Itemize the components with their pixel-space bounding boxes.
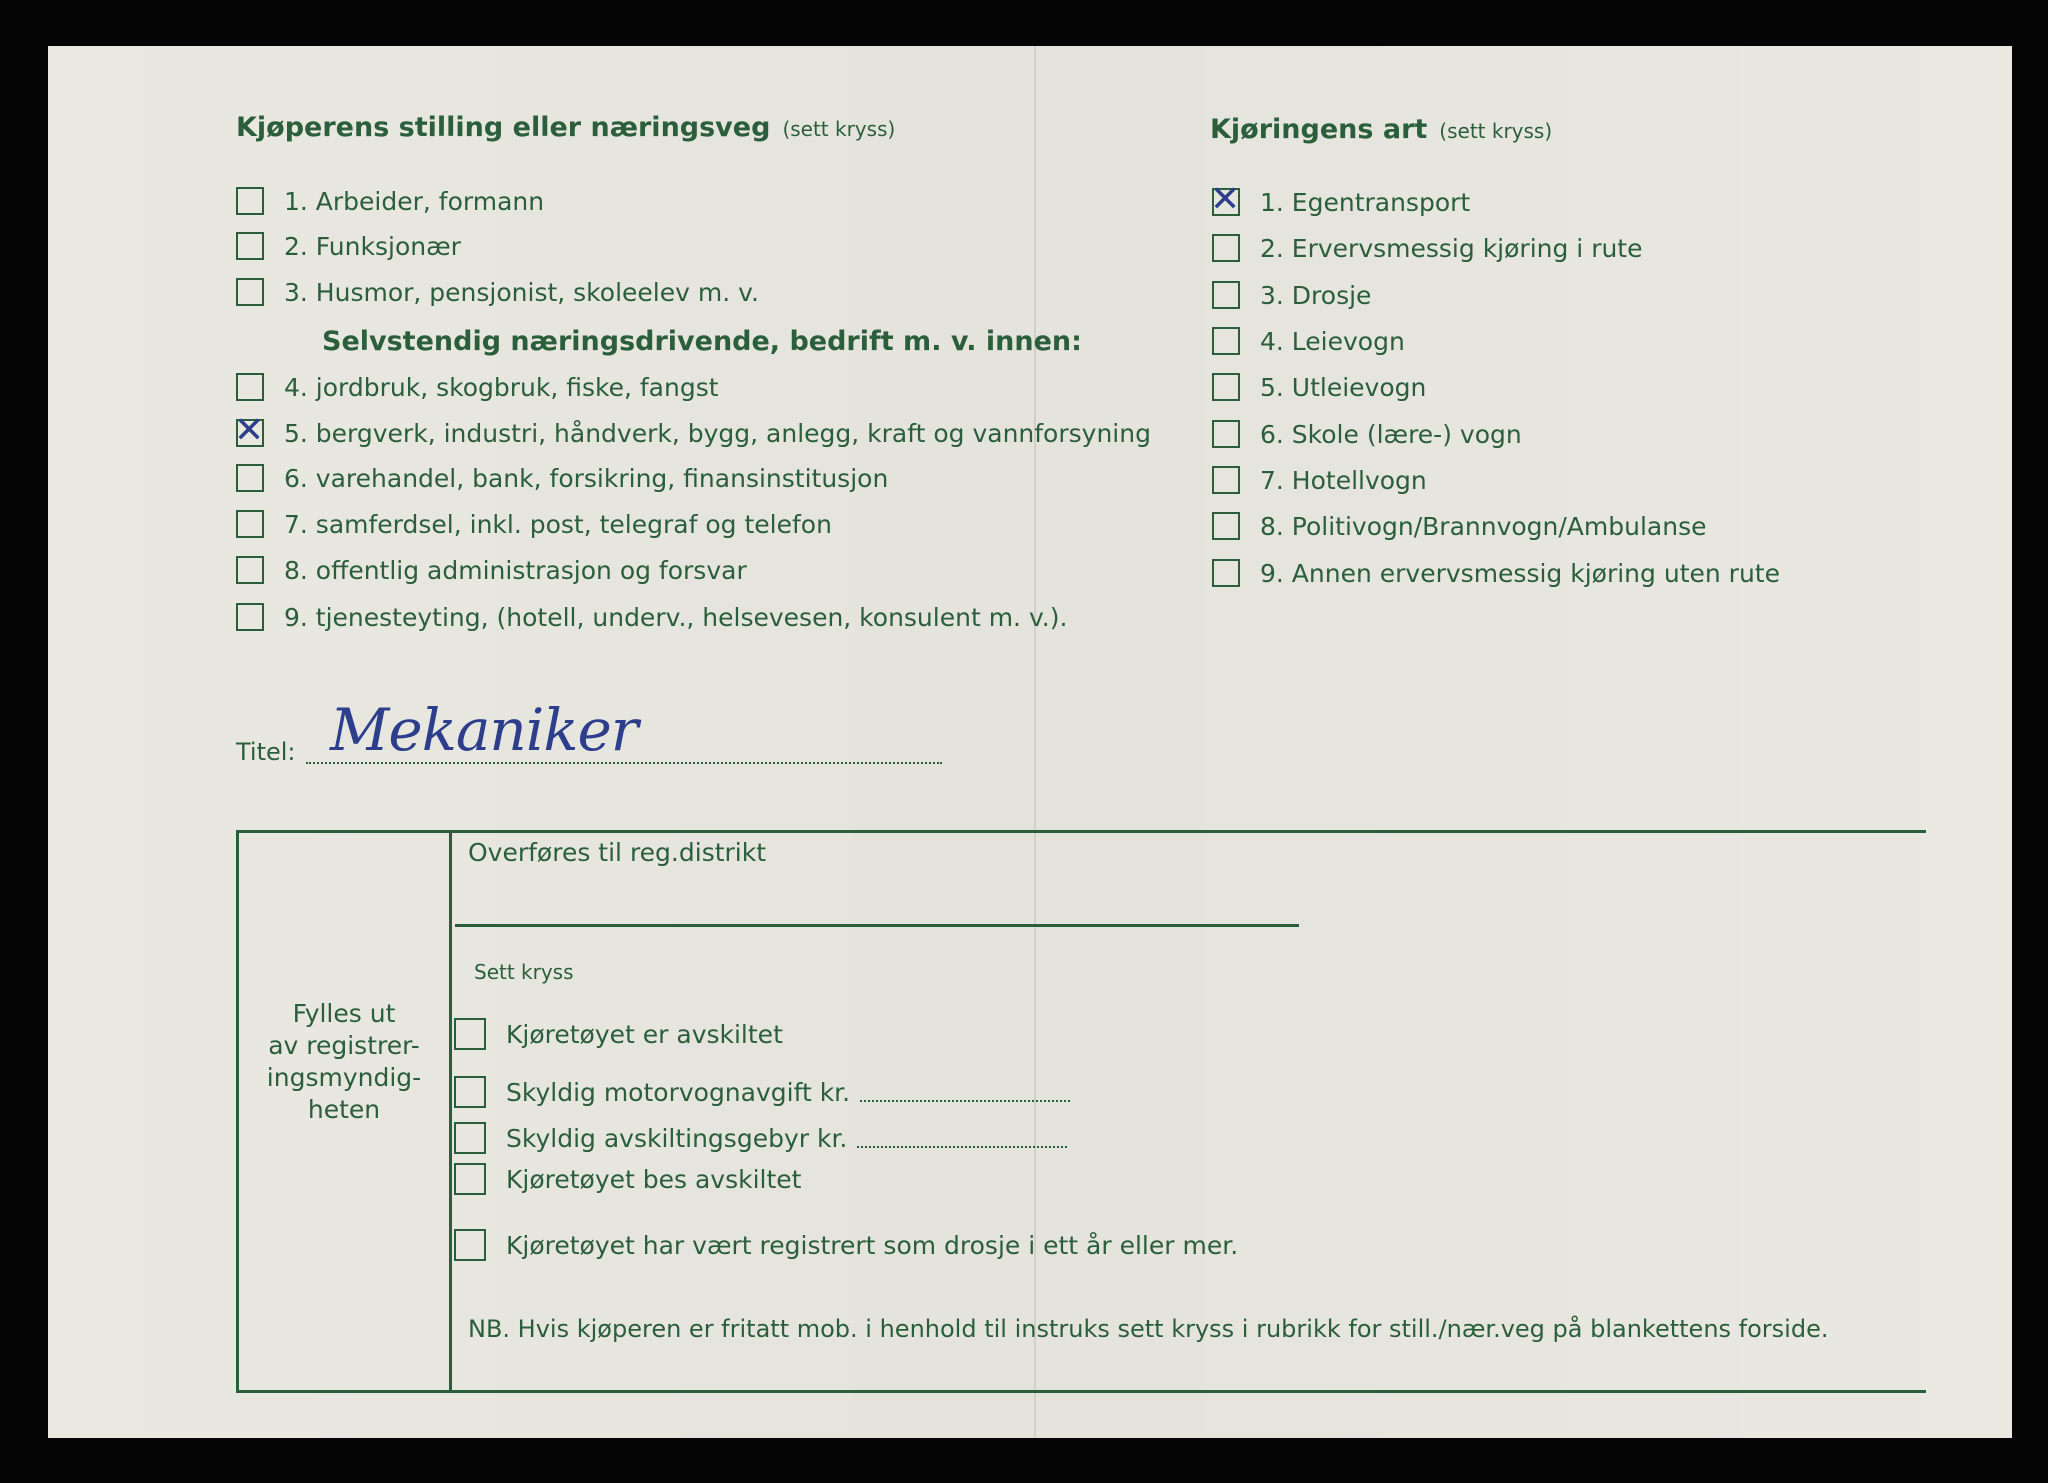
checkbox[interactable] — [236, 278, 264, 306]
option-label: 4. Leievogn — [1260, 326, 1405, 356]
driving-option-7[interactable] — [1212, 461, 1427, 499]
occupation-option-7[interactable] — [236, 505, 832, 543]
checkbox[interactable] — [1212, 420, 1240, 448]
checkbox[interactable] — [236, 556, 264, 584]
checkbox[interactable] — [236, 603, 264, 631]
occupation-option-8[interactable] — [236, 551, 747, 589]
option-label: 1. Arbeider, formann — [284, 186, 545, 216]
option-label: 6. varehandel, bank, forsikring, finansinstitusjon — [284, 463, 889, 493]
amount-field[interactable] — [860, 1082, 1070, 1102]
sett-kryss-label: Sett kryss — [474, 960, 574, 984]
option-label: 7. Hotellvogn — [1260, 465, 1427, 495]
title-value[interactable]: Mekaniker — [330, 696, 638, 764]
registry-option-avskiltingsgebyr[interactable] — [454, 1119, 1067, 1157]
occupation-option-5[interactable] — [234, 410, 1151, 452]
side-label-line: ingsmyndig- — [266, 1063, 422, 1092]
registry-box-top-border — [236, 830, 1926, 833]
option-label: Skyldig avskiltingsgebyr kr. — [506, 1123, 848, 1153]
occupation-option-4[interactable] — [236, 368, 719, 406]
checkbox[interactable] — [236, 373, 264, 401]
checkbox-checked[interactable] — [234, 410, 265, 451]
registry-option-motorvognavgift[interactable] — [454, 1073, 1070, 1111]
title-label: Titel: — [236, 738, 296, 766]
option-label: Kjøretøyet bes avskiltet — [506, 1164, 802, 1194]
option-label: 1. Egentransport — [1260, 187, 1471, 217]
registry-side-label — [244, 998, 444, 1126]
option-label: 3. Drosje — [1260, 280, 1372, 310]
driving-option-9[interactable] — [1212, 554, 1780, 592]
checkbox[interactable] — [236, 187, 264, 215]
option-label: 4. jordbruk, skogbruk, fiske, fangst — [284, 372, 719, 402]
checkbox-checked[interactable] — [1210, 179, 1241, 220]
transfer-label: Overføres til reg.distrikt — [468, 838, 767, 867]
option-label: Kjøretøyet er avskiltet — [506, 1019, 783, 1049]
checkbox[interactable] — [236, 510, 264, 538]
checkbox[interactable] — [454, 1122, 486, 1154]
buyer-occupation-heading — [236, 112, 895, 143]
option-label: 2. Funksjonær — [284, 231, 461, 261]
option-label: 8. Politivogn/Brannvogn/Ambulanse — [1260, 511, 1707, 541]
registry-option-bes-avskiltet[interactable] — [454, 1160, 801, 1198]
checkbox[interactable] — [1212, 373, 1240, 401]
driving-option-1[interactable] — [1210, 179, 1471, 221]
checkbox[interactable] — [1212, 559, 1240, 587]
option-label: 7. samferdsel, inkl. post, telegraf og telefon — [284, 509, 832, 539]
checkbox[interactable] — [454, 1229, 486, 1261]
checkbox[interactable] — [454, 1163, 486, 1195]
checkbox[interactable] — [236, 464, 264, 492]
checkbox[interactable] — [454, 1076, 486, 1108]
registry-box-left-border — [236, 830, 239, 1393]
option-label: 9. Annen ervervsmessig kjøring uten rute — [1260, 558, 1780, 588]
cross-mark-icon: ✕ — [234, 410, 265, 451]
self-employed-subheading: Selvstendig næringsdrivende, bedrift m. v. innen: — [322, 326, 1082, 357]
checkbox[interactable] — [1212, 512, 1240, 540]
buyer-occupation-heading-text: Kjøperens stilling eller næringsveg — [236, 112, 771, 143]
driving-option-8[interactable] — [1212, 507, 1707, 545]
option-label: Skyldig motorvognavgift kr. — [506, 1077, 851, 1107]
cross-mark-icon: ✕ — [1210, 179, 1241, 220]
occupation-option-3[interactable] — [236, 273, 759, 311]
driving-option-6[interactable] — [1212, 415, 1522, 453]
checkbox[interactable] — [454, 1018, 486, 1050]
option-label: 6. Skole (lære-) vogn — [1260, 419, 1522, 449]
checkbox[interactable] — [1212, 327, 1240, 355]
checkbox[interactable] — [1212, 234, 1240, 262]
driving-type-heading-note: (sett kryss) — [1439, 119, 1553, 143]
registry-box-divider — [449, 830, 452, 1393]
occupation-option-6[interactable] — [236, 459, 888, 497]
driving-option-5[interactable] — [1212, 368, 1426, 406]
transfer-field-line[interactable] — [455, 924, 1299, 927]
driving-option-4[interactable] — [1212, 322, 1405, 360]
option-label: 5. Utleievogn — [1260, 372, 1427, 402]
side-label-line: Fylles ut — [292, 999, 396, 1028]
occupation-option-9[interactable] — [236, 598, 1067, 636]
checkbox[interactable] — [236, 232, 264, 260]
option-label: 5. bergverk, industri, håndverk, bygg, anlegg, kraft og vannforsyning — [284, 418, 1151, 448]
registry-option-avskiltet[interactable] — [454, 1015, 783, 1053]
driving-type-heading — [1210, 114, 1552, 145]
option-label: 8. offentlig administrasjon og forsvar — [284, 555, 747, 585]
option-label: 3. Husmor, pensjonist, skoleelev m. v. — [284, 277, 759, 307]
driving-type-heading-text: Kjøringens art — [1210, 114, 1428, 145]
buyer-occupation-heading-note: (sett kryss) — [782, 117, 896, 141]
driving-option-2[interactable] — [1212, 229, 1643, 267]
registry-option-drosje[interactable] — [454, 1226, 1238, 1264]
side-label-line: av registrer- — [268, 1031, 420, 1060]
amount-field[interactable] — [857, 1128, 1067, 1148]
option-label: 9. tjenesteyting, (hotell, underv., helsevesen, konsulent m. v.). — [284, 602, 1068, 632]
option-label: Kjøretøyet har vært registrert som drosje i ett år eller mer. — [506, 1230, 1239, 1260]
nb-note: NB. Hvis kjøperen er fritatt mob. i henhold til instruks sett kryss i rubrikk for still./nær.veg på blankettens forside. — [468, 1315, 1829, 1343]
option-label: 2. Ervervsmessig kjøring i rute — [1260, 233, 1643, 263]
occupation-option-2[interactable] — [236, 227, 461, 265]
occupation-option-1[interactable] — [236, 182, 544, 220]
registry-box-bottom-border — [236, 1390, 1926, 1393]
checkbox[interactable] — [1212, 466, 1240, 494]
driving-option-3[interactable] — [1212, 276, 1371, 314]
checkbox[interactable] — [1212, 281, 1240, 309]
side-label-line: heten — [307, 1095, 381, 1124]
